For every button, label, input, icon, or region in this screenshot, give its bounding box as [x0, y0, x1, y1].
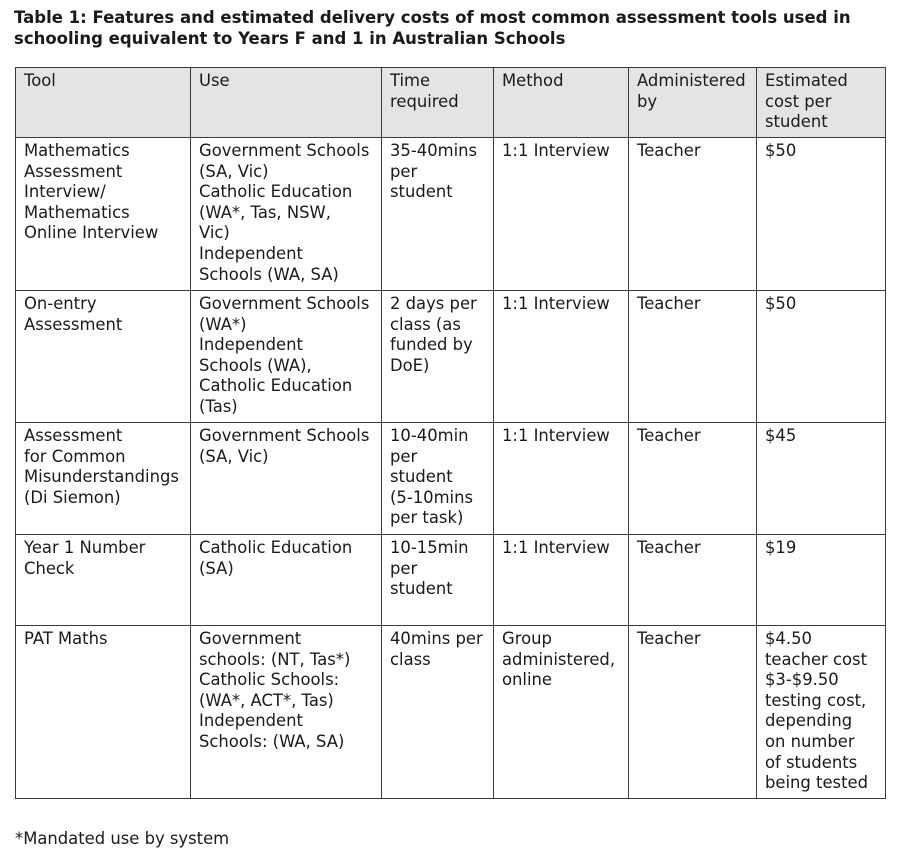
cell-text-line: PAT Maths — [24, 629, 108, 648]
caption-line-2: schooling equivalent to Years F and 1 in Australian Schools — [14, 29, 566, 48]
cell-text-line: for Common — [24, 446, 126, 466]
cell-text-line: per task) — [390, 508, 464, 528]
time-required-cell — [382, 291, 494, 423]
cell-text-line: Independent — [199, 711, 303, 731]
cell-text-line: schools: (NT, Tas*) — [199, 649, 351, 669]
cell-text-line: per — [390, 161, 418, 181]
cell-text-line: online — [502, 670, 552, 690]
header-administered-by — [629, 68, 757, 138]
cell-text-line: Check — [24, 558, 75, 578]
cell-text-line: Teacher — [637, 629, 701, 648]
tool-cell — [16, 291, 191, 423]
caption-line-1: Table 1: Features and estimated delivery costs of most common assessment tools used in — [14, 8, 851, 27]
cell-text-line: Teacher — [637, 538, 701, 557]
cell-text-line: Misunderstandings — [24, 467, 179, 487]
cell-text-line: Mathematics — [24, 141, 130, 160]
header-text-line: Time — [390, 71, 431, 90]
header-tool — [16, 68, 191, 138]
cell-text-line: Mathematics — [24, 202, 130, 222]
cell-text-line: DoE) — [390, 355, 430, 375]
table-row — [16, 138, 886, 291]
cell-text-line: 40mins per — [390, 629, 483, 648]
cell-text-line: student — [390, 182, 453, 202]
cost-cell — [757, 291, 886, 423]
cell-text-line: Online Interview — [24, 223, 159, 243]
table-row — [16, 626, 886, 799]
cell-text-line: student — [390, 579, 453, 599]
cell-text-line: Government Schools — [199, 294, 370, 313]
cell-text-line: student — [390, 467, 453, 487]
cell-text-line: Catholic Education — [199, 182, 353, 202]
header-text-line: Method — [502, 71, 564, 90]
cell-text-line: 10-40min — [390, 426, 469, 445]
header-text-line: cost per — [765, 91, 832, 111]
cell-text-line: Vic) — [199, 223, 230, 243]
header-text-line: by — [637, 91, 658, 111]
cell-text-line: funded by — [390, 335, 473, 355]
tool-cell — [16, 423, 191, 535]
cell-text-line: Catholic Education — [199, 538, 353, 557]
cell-text-line: Government — [199, 629, 302, 648]
table-row — [16, 535, 886, 626]
administered-by-cell — [629, 423, 757, 535]
cell-text-line: Independent — [199, 335, 303, 355]
cost-cell — [757, 626, 886, 799]
header-time-required — [382, 68, 494, 138]
cell-text-line: 1:1 Interview — [502, 141, 610, 160]
header-text-line: required — [390, 91, 459, 111]
cell-text-line: 1:1 Interview — [502, 294, 610, 313]
assessment-tools-table — [15, 67, 886, 799]
cell-text-line: $50 — [765, 141, 797, 160]
method-cell — [494, 626, 629, 799]
header-row — [16, 68, 886, 138]
table-row — [16, 423, 886, 535]
header-estimated-cost — [757, 68, 886, 138]
cell-text-line: (SA) — [199, 558, 234, 578]
cell-text-line: $50 — [765, 294, 797, 313]
header-text-line: Estimated — [765, 71, 848, 90]
cell-text-line: (Di Siemon) — [24, 487, 121, 507]
cell-text-line: $19 — [765, 538, 797, 557]
administered-by-cell — [629, 138, 757, 291]
cell-text-line: Schools (WA), — [199, 355, 312, 375]
cell-text-line: (5-10mins — [390, 487, 474, 507]
cell-text-line: being tested — [765, 773, 869, 793]
header-text-line: Use — [199, 71, 230, 90]
cell-text-line: Teacher — [637, 426, 701, 445]
method-cell — [494, 291, 629, 423]
method-cell — [494, 423, 629, 535]
cost-cell — [757, 138, 886, 291]
header-use — [191, 68, 382, 138]
tool-cell — [16, 138, 191, 291]
footnote: *Mandated use by system — [15, 829, 230, 848]
administered-by-cell — [629, 291, 757, 423]
cell-text-line: of students — [765, 752, 858, 772]
cell-text-line: 2 days per — [390, 294, 477, 313]
header-text-line: Administered — [637, 71, 746, 90]
cell-text-line: 10-15min — [390, 538, 469, 557]
cell-text-line: Assessment — [24, 161, 123, 181]
use-cell — [191, 535, 382, 626]
cell-text-line: Year 1 Number — [24, 538, 146, 557]
cell-text-line: class (as — [390, 314, 461, 334]
table-body — [16, 138, 886, 799]
cell-text-line: On-entry — [24, 294, 97, 313]
cell-text-line: Teacher — [637, 294, 701, 313]
time-required-cell — [382, 423, 494, 535]
cell-text-line: Interview/ — [24, 182, 106, 202]
method-cell — [494, 138, 629, 291]
method-cell — [494, 535, 629, 626]
cell-text-line: (Tas) — [199, 396, 238, 416]
cell-text-line: Catholic Education — [199, 376, 353, 396]
cell-text-line: (WA*, Tas, NSW, — [199, 202, 331, 222]
cell-text-line: 35-40mins — [390, 141, 478, 160]
use-cell — [191, 423, 382, 535]
cell-text-line: 1:1 Interview — [502, 538, 610, 557]
cell-text-line: per — [390, 446, 418, 466]
cell-text-line: on number — [765, 731, 855, 751]
administered-by-cell — [629, 535, 757, 626]
cell-text-line: Assessment — [24, 426, 123, 445]
cell-text-line: per — [390, 558, 418, 578]
cell-text-line: $3-$9.50 — [765, 670, 839, 690]
time-required-cell — [382, 138, 494, 291]
table-row — [16, 291, 886, 423]
cost-cell — [757, 535, 886, 626]
cell-text-line: 1:1 Interview — [502, 426, 610, 445]
cell-text-line: $4.50 — [765, 629, 812, 648]
cell-text-line: class — [390, 649, 431, 669]
cell-text-line: Government Schools — [199, 426, 370, 445]
header-method — [494, 68, 629, 138]
cell-text-line: (WA*) — [199, 314, 247, 334]
cell-text-line: Independent — [199, 243, 303, 263]
time-required-cell — [382, 626, 494, 799]
use-cell — [191, 291, 382, 423]
cell-text-line: teacher cost — [765, 649, 867, 669]
use-cell — [191, 626, 382, 799]
cell-text-line: (WA*, ACT*, Tas) — [199, 690, 334, 710]
cell-text-line: depending — [765, 711, 853, 731]
cell-text-line: Group — [502, 629, 552, 648]
cell-text-line: Schools (WA, SA) — [199, 264, 339, 284]
tool-cell — [16, 626, 191, 799]
cell-text-line: testing cost, — [765, 690, 867, 710]
table-header — [16, 68, 886, 138]
administered-by-cell — [629, 626, 757, 799]
cost-cell — [757, 423, 886, 535]
cell-text-line: administered, — [502, 649, 616, 669]
table-caption — [14, 7, 884, 49]
tool-cell — [16, 535, 191, 626]
cell-text-line: (SA, Vic) — [199, 446, 269, 466]
header-text-line: student — [765, 112, 828, 132]
header-text-line: Tool — [24, 71, 56, 90]
cell-text-line: Catholic Schools: — [199, 670, 340, 690]
cell-text-line: Government Schools — [199, 141, 370, 160]
use-cell — [191, 138, 382, 291]
cell-text-line: $45 — [765, 426, 797, 445]
cell-text-line: Schools: (WA, SA) — [199, 731, 345, 751]
cell-text-line: Teacher — [637, 141, 701, 160]
cell-text-line: Assessment — [24, 314, 123, 334]
time-required-cell — [382, 535, 494, 626]
cell-text-line: (SA, Vic) — [199, 161, 269, 181]
